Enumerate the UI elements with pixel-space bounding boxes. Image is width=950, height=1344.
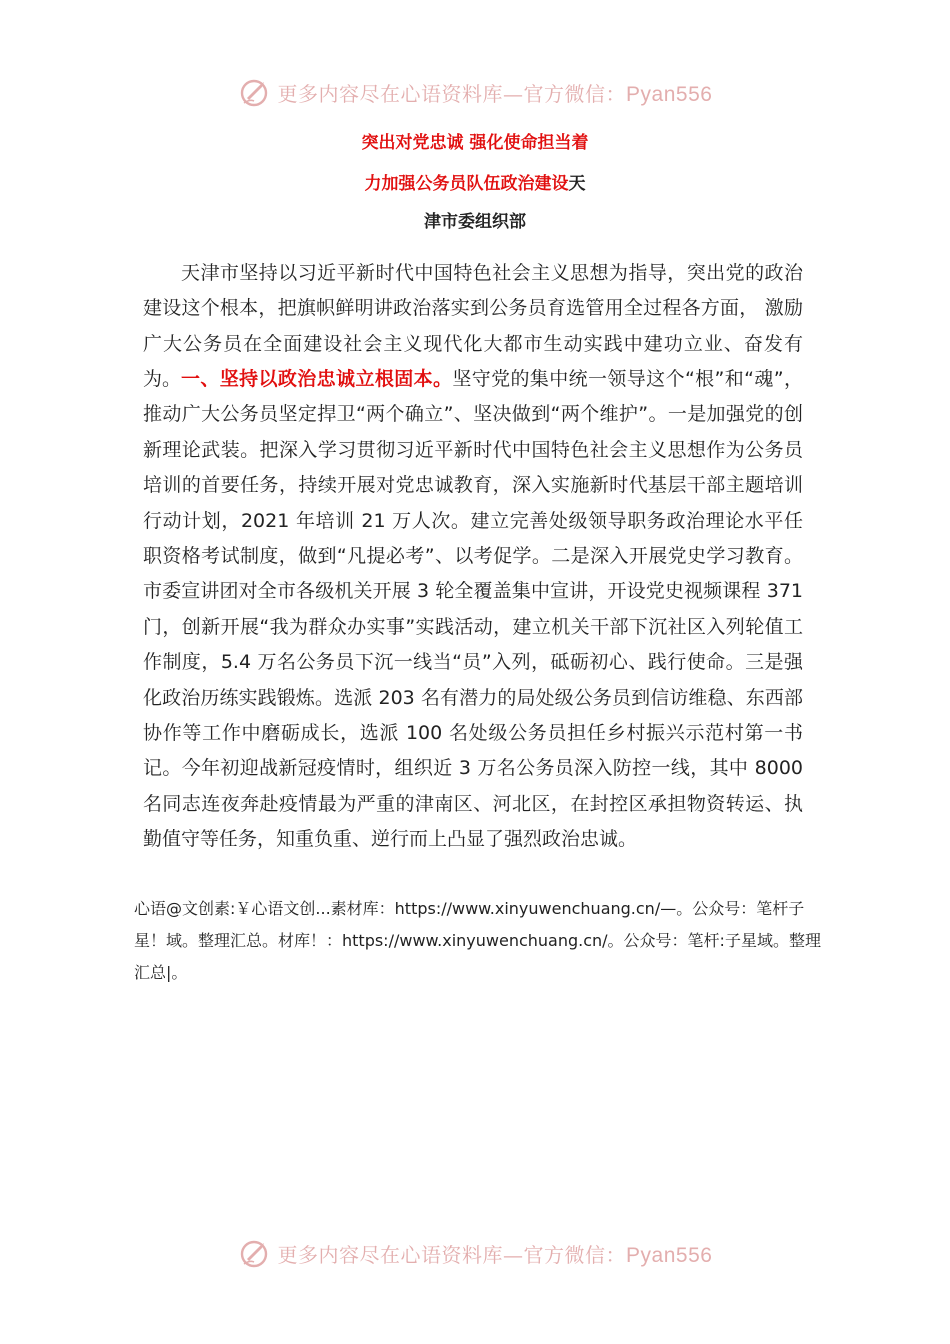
watermark-wechat-id: Pyan556 (626, 82, 713, 106)
title-line-2-black: 天 (568, 174, 586, 194)
watermark-wechat-id: Pyan556 (626, 1243, 713, 1267)
pen-circle-logo-icon (238, 75, 272, 109)
body-paragraph-2-text: 坚守党的集中统一领导这个“根”和“魂”，推动广大公务员坚定捍卫“两个确立”、坚决做到“两个维护”。一是加强党的创新理论武装。把深入学习贯彻习近平新时代中国特色社会主义思想作为公务员培训的首要任务，持续开展对党忠诚教育，深入实施新时代基层干部主题培训行动计划，2021 年培训 21 万人次。建立完善处级领导职务政治理论水平任职资格考试制度，做到“凡提必考”、以考促学。二是深入开展党史学习教育。市委宣讲团对全市各级机关开展 3 轮全覆盖集中宣讲，开设党史视频课程 371 门，创新开展“我为群众办实事”实践活动，建立机关干部下沉社区入列轮值工作制度，5.4 万名公务员下沉一线当“员”入列，砥砺初心、践行使命。三是强化政治历练实践锻炼。选派 203 名有潜力的局处级公务员到信访维稳、东西部协作等工作中磨砺成长，选派 100 名处级公务员担任乡村振兴示范村第一书记。今年初迎战新冠疫情时，组织近 3 万名公务员深入防控一线，其中 8000 名同志连夜奔赴疫情最为严重的津南区、河北区，在封控区承担物资转运、执勤值守等任务，知重负重、逆行而上凸显了强烈政治忠诚。 (143, 368, 803, 851)
title-line-1: 突出对党忠诚 强化使命担当着 (361, 133, 589, 153)
title-line-2-red: 力加强公务员队伍政治建设 (364, 174, 569, 194)
watermark-header (0, 72, 950, 112)
watermark-text: 更多内容尽在心语资料库—官方微信：Pyan556 (277, 81, 713, 106)
section-heading-1: 一、坚持以政治忠诚立根固本。 (181, 368, 453, 390)
pen-circle-logo-icon (238, 1236, 272, 1270)
body-paragraph-1: 天津市坚持以习近平新时代中国特色社会主义思想为指导，突出党的政治建设这个根本，把旗帜鲜明讲政治落实到公务员育选管用全过程各方面， 激励广大公务员在全面建设社会主义现代化大都市生动实践中建功立业、奋发有为。 (143, 262, 803, 391)
watermark-footer (0, 1233, 950, 1273)
source-note: 心语@文创素:￥心语文创...素材库：https://www.xinyuwenchuang.cn/—。公众号：笔杆子星！域。整理汇总。材库！：https://www.xinyuwenchuang.cn/。公众号：笔杆:子星域。整理汇总|。 (134, 899, 821, 982)
title-line-3: 津市委组织部 (424, 212, 526, 232)
watermark-text: 更多内容尽在心语资料库—官方微信：Pyan556 (277, 1242, 713, 1267)
body-paragraph-2 (143, 362, 803, 858)
title-line-2 (0, 172, 950, 196)
